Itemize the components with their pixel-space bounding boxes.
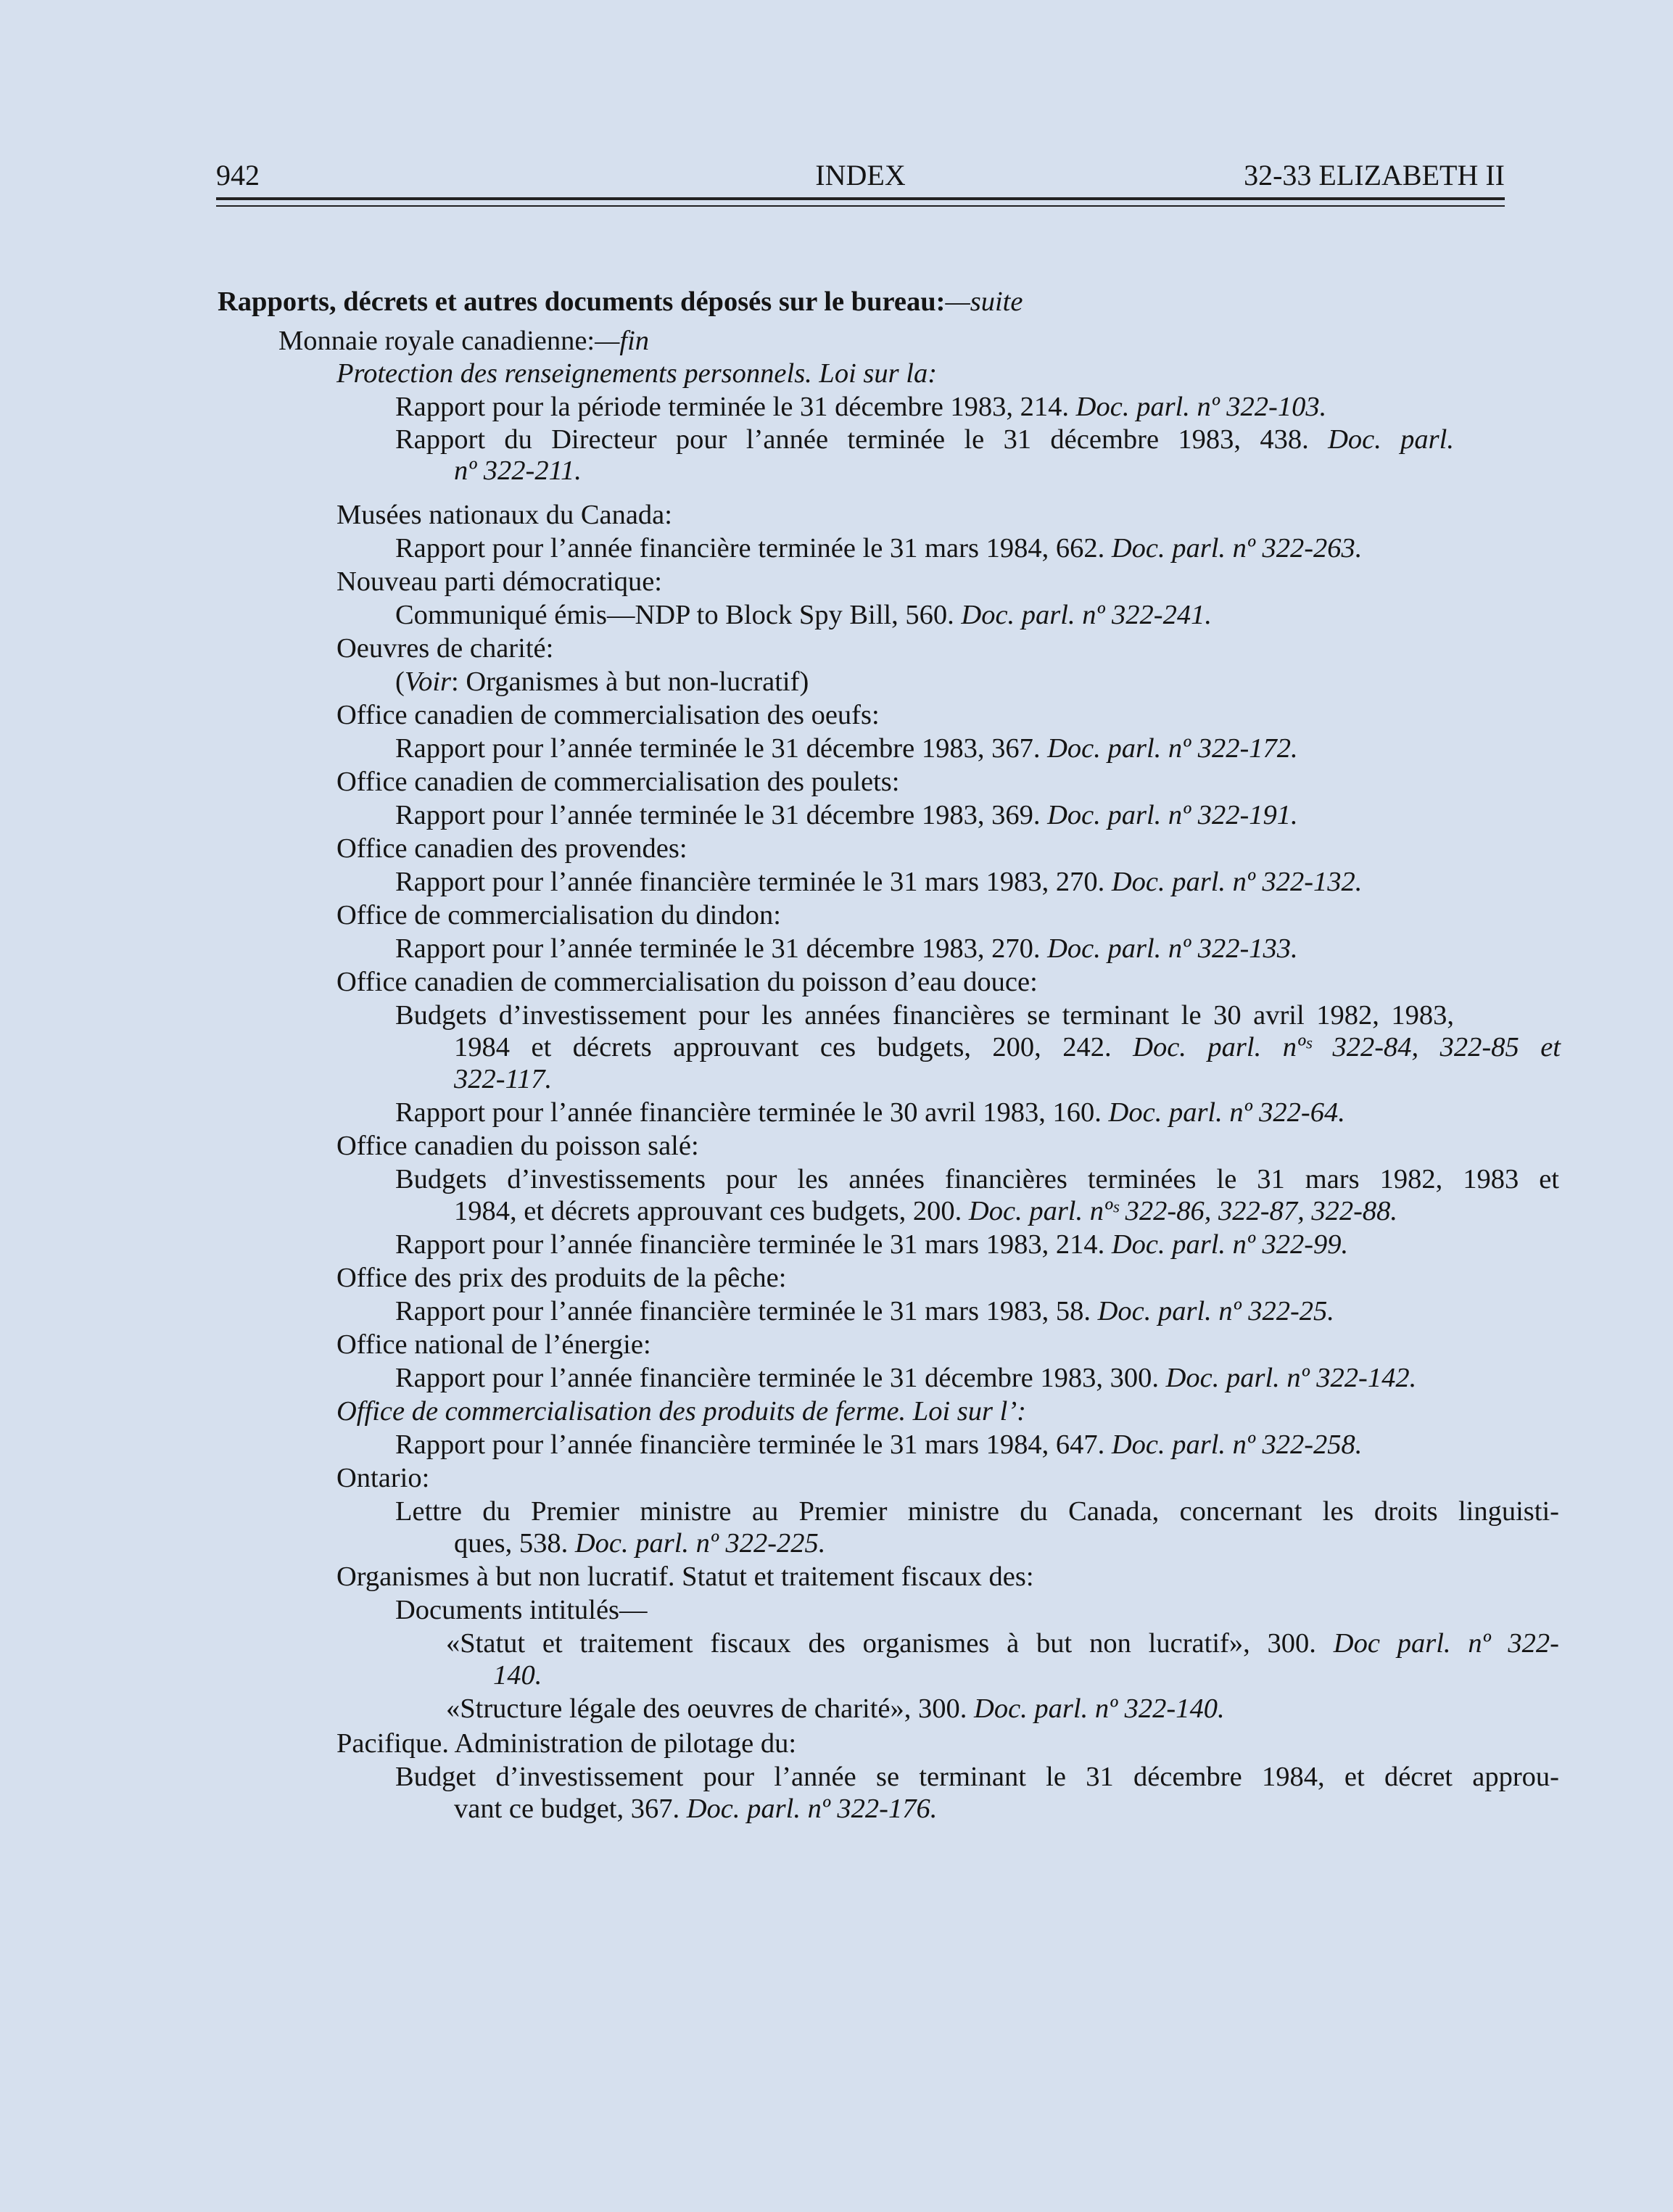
index-entry: Budgets d’investissements pour les années financières terminées le 31 mars 1982, 1983 et — [395, 1164, 1559, 1194]
index-entry: Office canadien de commercialisation des oeufs: — [336, 700, 880, 730]
index-entry: «Statut et traitement fiscaux des organismes à but non lucratif», 300. Doc parl. nº 322- — [446, 1628, 1559, 1659]
index-entry: Office des prix des produits de la pêche: — [336, 1263, 787, 1293]
index-entry: Rapport pour l’année financière terminée le 30 avril 1983, 160. Doc. parl. nº 322-64. — [395, 1097, 1345, 1128]
index-entry: ques, 538. Doc. parl. nº 322-225. — [454, 1528, 826, 1559]
reign-label: 32-33 ELIZABETH II — [1244, 159, 1505, 191]
index-entry: 1984 et décrets approuvant ces budgets, 200, 242. Doc. parl. nºˢ 322-84, 322-85 et — [454, 1032, 1561, 1062]
index-entry: Office canadien de commercialisation du poisson d’eau douce: — [336, 967, 1038, 997]
index-entry: Office national de l’énergie: — [336, 1329, 651, 1360]
index-entry: Rapport pour l’année terminée le 31 décembre 1983, 270. Doc. parl. nº 322-133. — [395, 933, 1298, 964]
index-entry: Ontario: — [336, 1463, 430, 1493]
index-entry: Nouveau parti démocratique: — [336, 566, 662, 597]
index-entry: Rapport pour l’année financière terminée le 31 mars 1983, 270. Doc. parl. nº 322-132. — [395, 867, 1363, 897]
index-entry: Oeuvres de charité: — [336, 633, 554, 664]
index-entry: Office canadien des provendes: — [336, 833, 687, 864]
index-entry: Rapport pour l’année financière terminée le 31 décembre 1983, 300. Doc. parl. nº 322-142. — [395, 1363, 1417, 1393]
section-heading: Rapports, décrets et autres documents déposés sur le bureau:—suite — [218, 286, 1023, 317]
index-entry: Organismes à but non lucratif. Statut et traitement fiscaux des: — [336, 1561, 1034, 1592]
index-entry: Monnaie royale canadienne:—fin — [278, 326, 650, 356]
index-entry: Rapport pour l’année financière terminée le 31 mars 1983, 214. Doc. parl. nº 322-99. — [395, 1229, 1349, 1260]
index-entry: Office de commercialisation des produits de ferme. Loi sur l’: — [336, 1396, 1026, 1427]
index-entry: Communiqué émis—NDP to Block Spy Bill, 560. Doc. parl. nº 322-241. — [395, 600, 1212, 630]
index-entry: Pacifique. Administration de pilotage du: — [336, 1728, 797, 1759]
index-entry: Rapport du Directeur pour l’année terminée le 31 décembre 1983, 438. Doc. parl. — [395, 424, 1454, 455]
index-entry: Rapport pour l’année terminée le 31 décembre 1983, 369. Doc. parl. nº 322-191. — [395, 800, 1298, 830]
index-entry: Office canadien du poisson salé: — [336, 1131, 699, 1161]
page-header — [216, 154, 1505, 197]
header-rule-thin — [216, 205, 1505, 207]
index-entry: Rapport pour l’année financière terminée le 31 mars 1984, 662. Doc. parl. nº 322-263. — [395, 533, 1363, 564]
index-entry: Documents intitulés— — [395, 1595, 648, 1625]
index-entry: Budgets d’investissement pour les années financières se terminant le 30 avril 1982, 1983, — [395, 1000, 1454, 1031]
index-entry: nº 322-211. — [454, 455, 582, 486]
running-title: INDEX — [815, 159, 906, 191]
index-entry: 322-117. — [454, 1064, 553, 1094]
index-entry: Rapport pour l’année financière terminée le 31 mars 1983, 58. Doc. parl. nº 322-25. — [395, 1296, 1334, 1326]
index-entry: Rapport pour l’année terminée le 31 décembre 1983, 367. Doc. parl. nº 322-172. — [395, 733, 1298, 764]
index-entry: Lettre du Premier ministre au Premier ministre du Canada, concernant les droits linguisti- — [395, 1496, 1559, 1527]
index-entry: Office canadien de commercialisation des poulets: — [336, 767, 900, 797]
index-entry: (Voir: Organismes à but non-lucratif) — [395, 667, 809, 697]
header-rule-thick — [216, 197, 1505, 200]
index-entry: Rapport pour la période terminée le 31 décembre 1983, 214. Doc. parl. nº 322-103. — [395, 392, 1327, 422]
index-entry: Musées nationaux du Canada: — [336, 500, 672, 530]
index-entry: 1984, et décrets approuvant ces budgets, 200. Doc. parl. nºˢ 322-86, 322-87, 322-88. — [454, 1196, 1398, 1226]
index-entry: Budget d’investissement pour l’année se terminant le 31 décembre 1984, et décret approu- — [395, 1762, 1559, 1792]
page-number: 942 — [216, 159, 260, 191]
index-entry: vant ce budget, 367. Doc. parl. nº 322-176. — [454, 1794, 938, 1824]
index-entry: Protection des renseignements personnels. Loi sur la: — [336, 358, 938, 389]
index-entry: «Structure légale des oeuvres de charité», 300. Doc. parl. nº 322-140. — [446, 1693, 1225, 1724]
index-entry: 140. — [493, 1660, 542, 1691]
index-entry: Office de commercialisation du dindon: — [336, 900, 781, 930]
index-entry: Rapport pour l’année financière terminée le 31 mars 1984, 647. Doc. parl. nº 322-258. — [395, 1429, 1363, 1460]
